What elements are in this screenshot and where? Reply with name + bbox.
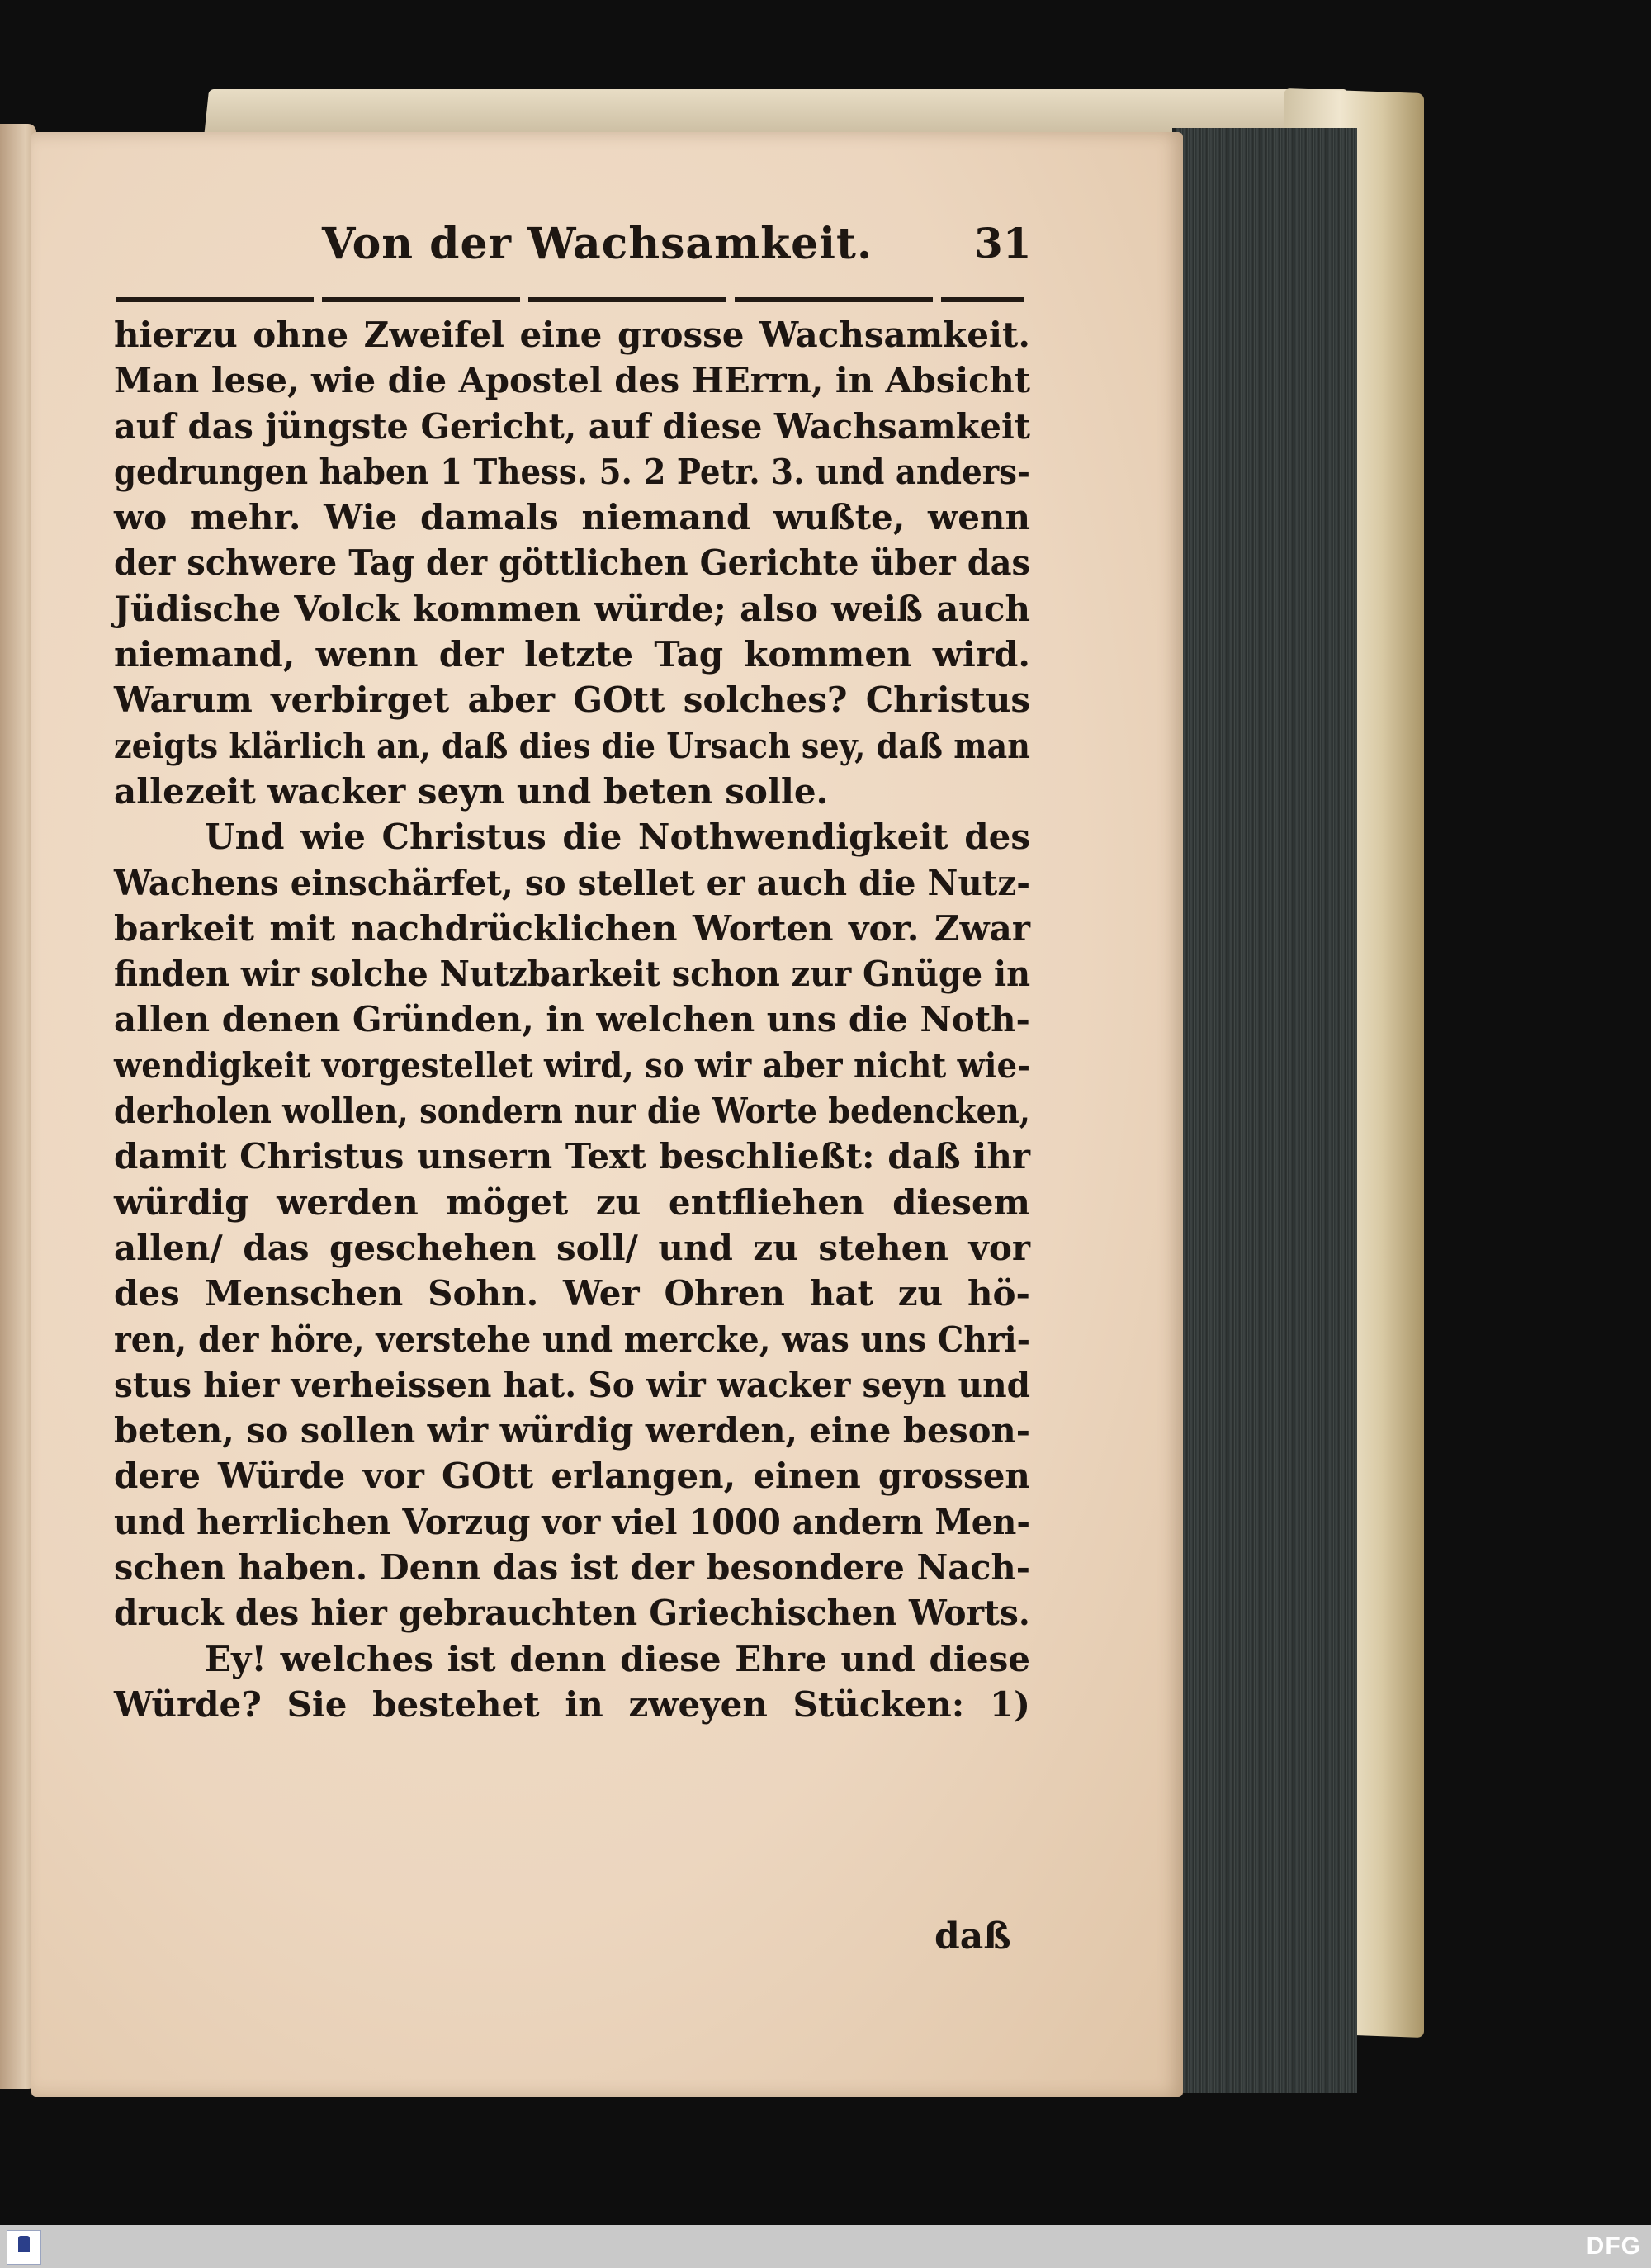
text-line: derholen wollen, sondern nur die Worte bedencken, [114, 1091, 1031, 1132]
text-line: allezeit wacker seyn und beten solle. [114, 770, 829, 812]
text-line: stus hier verheissen hat. So wir wacker seyn und [114, 1364, 1031, 1405]
text-line: und herrlichen Vorzug vor viel 1000 andern Men- [114, 1501, 1030, 1542]
text-line: hierzu ohne Zweifel eine grosse Wachsamkeit. [114, 315, 1030, 355]
text-line: beten, so sollen wir würdig werden, eine beson- [114, 1410, 1030, 1451]
page-block-edge [1172, 128, 1357, 2093]
text-line: gedrungen haben 1 Thess. 5. 2 Petr. 3. und anders- [114, 451, 1030, 492]
text-line: Wachens einschärfet, so stellet er auch die Nutz- [114, 862, 1031, 903]
text-line: Und wie Christus die Nothwendigkeit des [205, 817, 1030, 858]
text-line: barkeit mit nachdrücklichen Worten vor. Zwar [114, 907, 1030, 949]
page-number: 31 [974, 219, 1032, 268]
running-title: Von der Wachsamkeit. [322, 219, 873, 269]
text-line: niemand, wenn der letzte Tag kommen wird. [114, 634, 1030, 675]
text-line: damit Christus unsern Text beschließt: daß ihr [114, 1136, 1031, 1177]
viewer-footer [0, 2225, 1651, 2268]
text-line: finden wir solche Nutzbarkeit schon zur Gnüge in [114, 954, 1031, 995]
text-line: Jüdische Volck kommen würde; also weiß auch [114, 588, 1031, 629]
text-line: wendigkeit vorgestellet wird, so wir aber nicht wie- [114, 1044, 1031, 1086]
text-line: allen/ das geschehen soll/ und zu stehen vor [114, 1227, 1031, 1268]
catchword: daß [934, 1915, 1011, 1958]
text-line: des Menschen Sohn. Wer Ohren hat zu hö- [114, 1273, 1030, 1314]
body-text [114, 312, 1030, 1727]
text-line: ren, der höre, verstehe und mercke, was uns Chri- [114, 1319, 1030, 1360]
text-line: allen denen Gründen, in welchen uns die Noth- [114, 999, 1030, 1040]
text-line: Warum verbirget aber GOtt solches? Christus [114, 679, 1030, 721]
text-line: druck des hier gebrauchten Griechischen Worts. [114, 1593, 1030, 1634]
page-header [116, 219, 1032, 285]
text-line: schen haben. Denn das ist der besondere Nach- [114, 1547, 1030, 1589]
text-line: Man lese, wie die Apostel des HErrn, in Absicht [114, 360, 1031, 401]
library-logo-icon[interactable] [7, 2230, 41, 2265]
dfg-logo[interactable]: DFG [1586, 2232, 1641, 2260]
text-line: würdig werden möget zu entfliehen diesem [114, 1181, 1030, 1223]
text-line: wo mehr. Wie damals niemand wußte, wenn [114, 497, 1030, 538]
header-rule [116, 297, 1024, 302]
text-line: dere Würde vor GOtt erlangen, einen grossen [114, 1456, 1030, 1497]
text-line: zeigts klärlich an, daß dies die Ursach sey, daß man [114, 725, 1030, 766]
text-line: auf das jüngste Gericht, auf diese Wachsamkeit [114, 405, 1030, 447]
text-line: Ey! welches ist denn diese Ehre und diese [205, 1638, 1030, 1679]
text-line: der schwere Tag der göttlichen Gerichte über das [114, 542, 1030, 584]
text-line: Würde? Sie bestehet in zweyen Stücken: 1) [114, 1683, 1031, 1725]
